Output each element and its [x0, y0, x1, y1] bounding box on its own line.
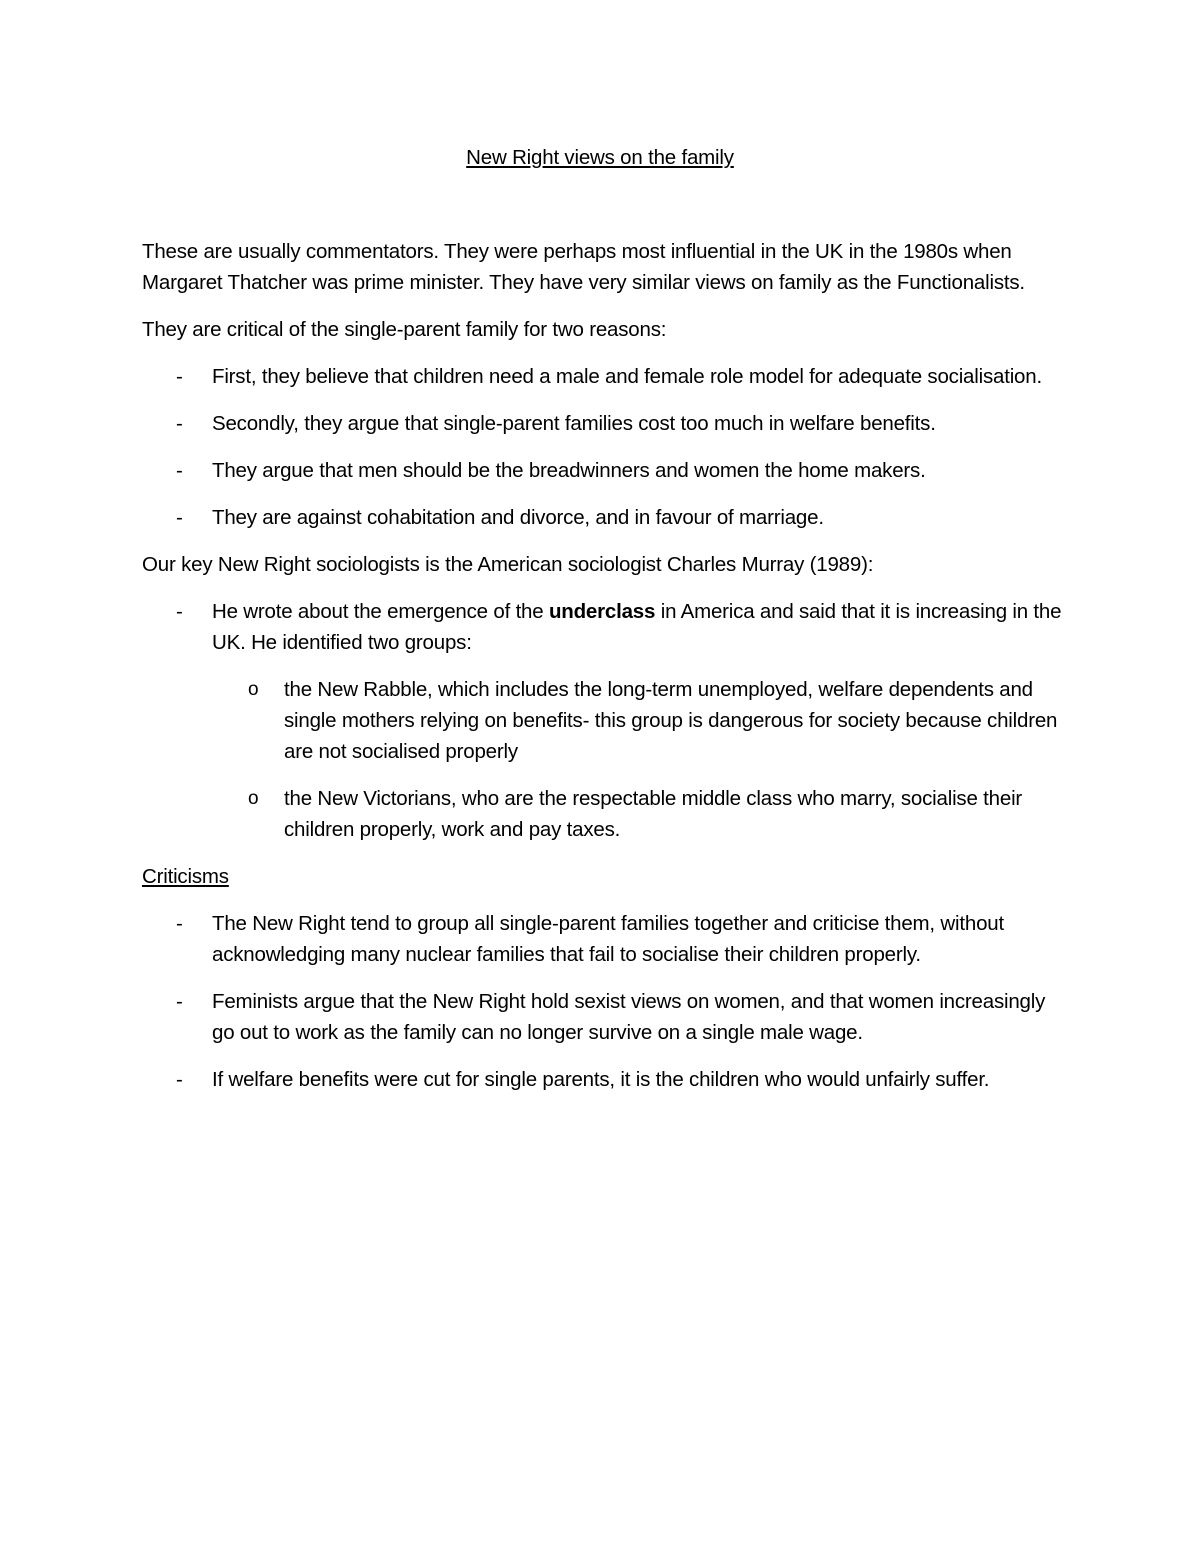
list-item: [212, 783, 1072, 845]
page-title: New Right views on the family: [466, 146, 734, 169]
reason-text: They are against cohabitation and divorce, and in favour of marriage.: [212, 506, 824, 529]
list-item: [142, 455, 1072, 486]
criticisms-list: [142, 908, 1072, 1095]
list-item: [142, 361, 1072, 392]
murray-point-before: He wrote about the emergence of the: [212, 600, 549, 623]
list-item: [142, 596, 1072, 845]
reason-text: Secondly, they argue that single-parent families cost too much in welfare benefits.: [212, 412, 936, 435]
underclass-term: underclass: [548, 600, 656, 623]
murray-intro-paragraph: Our key New Right sociologists is the American sociologist Charles Murray (1989):: [142, 553, 874, 576]
dash-bullet: -: [176, 912, 183, 935]
dash-bullet: -: [176, 365, 183, 388]
dash-bullet: -: [176, 600, 183, 623]
group-text: the New Victorians, who are the respectable middle class who marry, socialise their children properly, work and pay taxes.: [284, 787, 1023, 841]
critical-intro-paragraph: They are critical of the single-parent family for two reasons:: [142, 318, 667, 341]
dash-bullet: -: [176, 412, 183, 435]
list-item: [142, 408, 1072, 439]
dash-bullet: -: [176, 459, 183, 482]
murray-list: [142, 596, 1072, 845]
list-item: [142, 1064, 1072, 1095]
criticisms-heading: Criticisms: [142, 865, 229, 888]
list-item: [142, 986, 1072, 1048]
murray-point-after: in America and said that it is increasing in the UK. He identified two groups:: [212, 600, 1062, 654]
reasons-list: [142, 361, 1072, 533]
dash-bullet: -: [176, 506, 183, 529]
document-body: [142, 236, 1072, 1111]
dash-bullet: -: [176, 1068, 183, 1091]
list-item: [142, 502, 1072, 533]
groups-list: [212, 674, 1072, 845]
circle-bullet: o: [248, 679, 259, 700]
criticism-text: Feminists argue that the New Right hold sexist views on women, and that women increasingly go out to work as the family can no longer survive on a single male wage.: [212, 990, 1046, 1044]
group-text: the New Rabble, which includes the long-term unemployed, welfare dependents and single mothers relying on benefits- this group is dangerous for society because children are not socialised properly: [284, 678, 1058, 763]
criticism-text: If welfare benefits were cut for single parents, it is the children who would unfairly suffer.: [212, 1068, 990, 1091]
list-item: [212, 674, 1072, 767]
reason-text: They argue that men should be the breadwinners and women the home makers.: [212, 459, 926, 482]
dash-bullet: -: [176, 990, 183, 1013]
intro-paragraph: These are usually commentators. They were perhaps most influential in the UK in the 1980s when Margaret Thatcher was prime minister. They have very similar views on family as the Functionalists.: [142, 240, 1025, 294]
criticism-text: The New Right tend to group all single-parent families together and criticise them, without acknowledging many nuclear families that fail to socialise their children properly.: [212, 912, 1004, 966]
list-item: [142, 908, 1072, 970]
reason-text: First, they believe that children need a male and female role model for adequate socialisation.: [212, 365, 1042, 388]
circle-bullet: o: [248, 788, 259, 809]
